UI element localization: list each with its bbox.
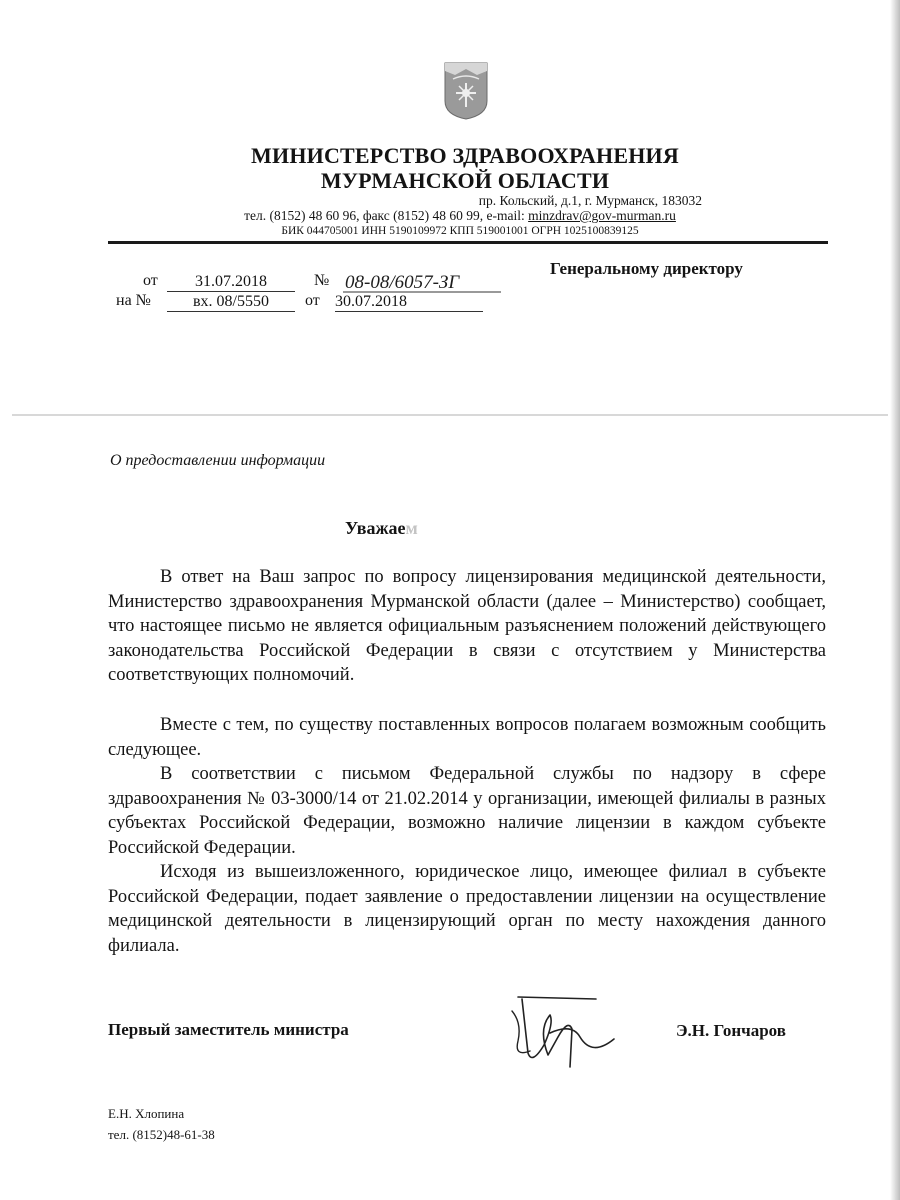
body-paragraph-1: В ответ на Ваш запрос по вопросу лицензирования медицинской деятельности, Министерство здравоохранения Мурманской области (далее – Министерство) сообщает, что настоящее письмо не является официальным разъяснением положений действующего законодательства Российской Федерации в связи с отсутствием у Министерства соответствующих полномочий. [108,567,826,686]
incoming-number: вх. 08/5550 [167,292,295,312]
ministry-name-line2: МУРМАНСКОЙ ОБЛАСТИ [320,168,610,193]
header-divider [108,241,828,244]
number-label: № [314,272,330,289]
page-edge-shadow [890,0,900,1200]
contacts-phone-fax: тел. (8152) 48 60 96, факс (8152) 48 60 99, e-mail: [244,208,529,223]
ministry-address: пр. Кольский, д.1, г. Мурманск, 183032 [478,193,702,208]
greeting-faded-text: м [405,518,418,538]
greeting-text: Уважае [345,518,406,538]
body-paragraph-4: Исходя из вышеизложенного, юридическое лицо, имеющее филиал в субъекте Российской Федерации, подает заявление о предоставлении лицензии на осуществление медицинской деятельности в лицензирующий орган по месту нахождения данного филиала. [108,862,826,956]
handwritten-signature [510,993,620,1071]
body-paragraph-2: Вместе с тем, по существу поставленных вопросов полагаем возможным сообщить следующее. [108,715,826,760]
bank-details: БИК 044705001 ИНН 5190109972 КПП 519001001 ОГРН 1025100839125 [281,225,639,237]
ministry-email: minzdrav@gov-murman.ru [528,208,676,223]
signatory-title: Первый заместитель министра [108,1020,349,1039]
paper-fold-line [12,414,888,416]
outgoing-number-text: 08-08/6057-ЗГ [345,272,460,293]
body-paragraph-3: В соответствии с письмом Федеральной службы по надзору в сфере здравоохранения № 03-3000/14 от 21.02.2014 у организации, имеющей филиалы в разных субъектах Российской Федерации, возможно наличие лицензии в каждом субъекте Российской Федерации. [108,764,826,858]
outgoing-date: 31.07.2018 [167,272,295,292]
executor-phone: тел. (8152)48-61-38 [108,1127,215,1142]
greeting [345,518,418,539]
reply-date-label: от [305,292,320,309]
incoming-date: 30.07.2018 [335,292,483,312]
executor-name: Е.Н. Хлопина [108,1106,185,1121]
letter-subject: О предоставлении информации [110,452,326,469]
signatory-name: Э.Н. Гончаров [676,1021,786,1040]
date-label: от [143,272,158,289]
ministry-contacts [200,208,720,224]
coat-of-arms-emblem [443,61,489,121]
reply-number-label: на № [116,292,151,309]
ministry-name-line1: МИНИСТЕРСТВО ЗДРАВООХРАНЕНИЯ [251,143,679,168]
addressee: Генеральному директору [550,259,743,278]
